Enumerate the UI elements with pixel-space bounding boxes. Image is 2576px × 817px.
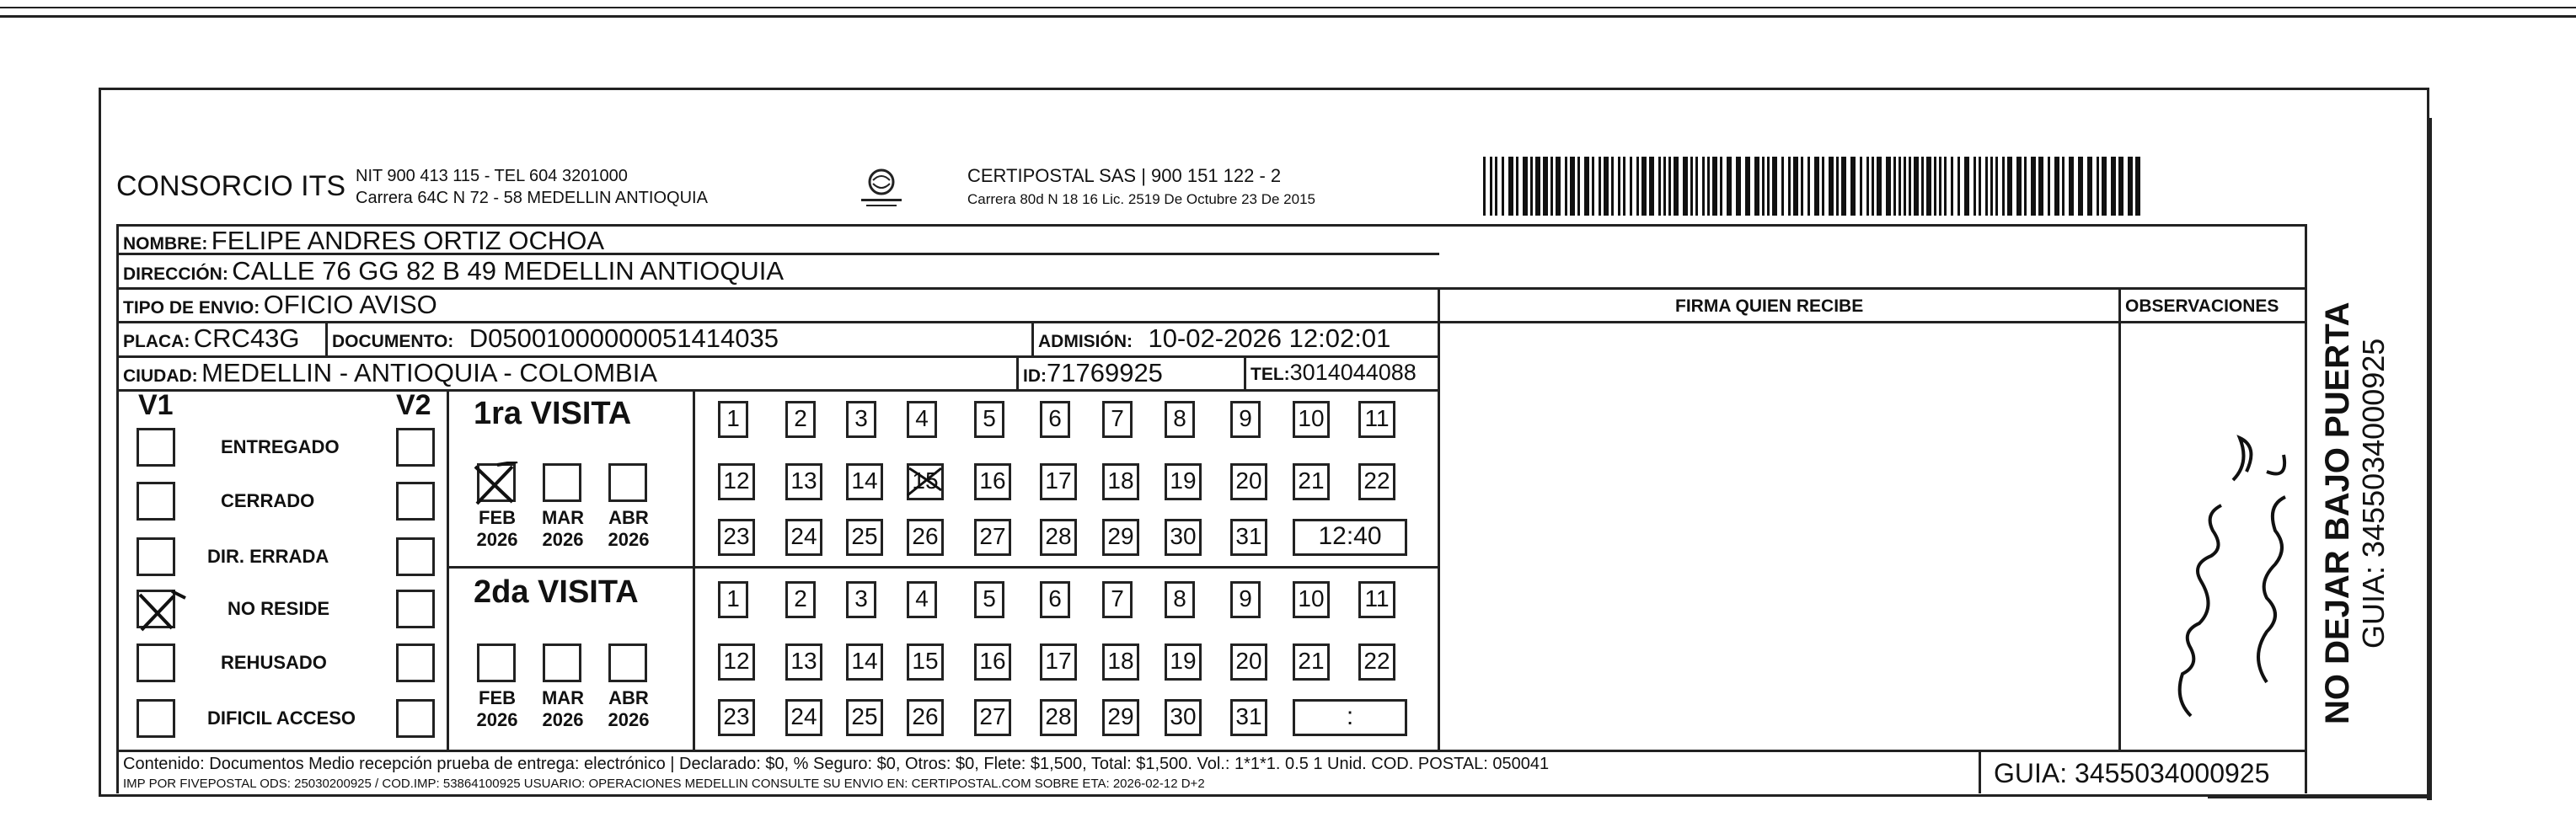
barcode-bar <box>2128 157 2133 216</box>
barcode-bar <box>1985 157 1988 216</box>
barcode-bar <box>1570 157 1575 216</box>
barcode-bar <box>1872 157 1874 216</box>
month-year: 2026 <box>476 709 518 730</box>
first-visit-day-box[interactable]: 9 <box>1230 401 1261 438</box>
second-visit-month-label <box>472 687 522 731</box>
col-divider <box>1438 287 1440 750</box>
first-visit-month-checkbox[interactable] <box>608 463 647 502</box>
first-visit-time-box[interactable]: 12:40 <box>1293 519 1407 556</box>
first-visit-day-box[interactable]: 5 <box>974 401 1004 438</box>
first-visit-month-checkbox[interactable] <box>543 463 581 502</box>
col-divider <box>116 224 119 793</box>
second-visit-day-box[interactable]: 22 <box>1358 643 1395 681</box>
second-visit-month-label <box>538 687 588 731</box>
first-visit-day-box[interactable]: 20 <box>1230 463 1267 500</box>
barcode-bar <box>1720 157 1722 216</box>
col-divider <box>693 389 695 750</box>
barcode-bar <box>2024 157 2027 216</box>
status-label: NO RESIDE <box>228 598 330 619</box>
barcode-bar <box>1793 157 1798 216</box>
second-visit-day-box[interactable]: 16 <box>974 643 1011 681</box>
second-visit-day-box[interactable]: 17 <box>1040 643 1077 681</box>
v1-checkbox[interactable] <box>137 643 175 682</box>
second-visit-day-box[interactable]: 11 <box>1358 581 1395 618</box>
barcode-bar <box>1944 157 1947 216</box>
row-divider <box>116 389 1439 392</box>
company-name: CONSORCIO ITS <box>116 170 346 202</box>
second-visit-month-label <box>603 687 654 731</box>
second-visit-day-box[interactable]: 13 <box>785 643 822 681</box>
second-visit-day-box[interactable]: 25 <box>846 699 883 736</box>
second-visit-day-box[interactable]: 14 <box>846 643 883 681</box>
barcode-bar <box>2048 157 2050 216</box>
status-label: DIR. ERRADA <box>207 546 329 567</box>
v2-label: V2 <box>396 389 431 421</box>
barcode-bar <box>1604 157 1609 216</box>
first-visit-day-box[interactable]: 28 <box>1040 519 1077 556</box>
barcode-bar <box>1530 157 1533 216</box>
barcode-bar <box>1899 157 1901 216</box>
barcode-bar <box>1550 157 1553 216</box>
barcode-bar <box>1495 157 1497 216</box>
documento-value: D05001000000051414035 <box>469 323 779 353</box>
barcode-bar <box>1727 157 1732 216</box>
id-value: 71769925 <box>1047 358 1163 387</box>
barcode-bar <box>1964 157 1969 216</box>
month-name: FEB <box>479 687 516 708</box>
first-visit-day-box[interactable]: 2 <box>785 401 816 438</box>
first-visit-title: 1ra VISITA <box>474 396 632 431</box>
second-visit-month-checkbox[interactable] <box>608 643 647 682</box>
first-visit-day-box[interactable]: 18 <box>1102 463 1139 500</box>
col-divider <box>1244 355 1246 389</box>
barcode-bar <box>1807 157 1810 216</box>
first-visit-day-box[interactable]: 7 <box>1102 401 1133 438</box>
col-divider <box>1979 750 1981 793</box>
first-visit-day-box[interactable]: 17 <box>1040 463 1077 500</box>
v2-checkbox[interactable] <box>396 537 435 576</box>
barcode-bar <box>1788 157 1791 216</box>
barcode-bar <box>1674 157 1679 216</box>
company-nit: NIT 900 413 115 - TEL 604 3201000 <box>356 167 628 185</box>
barcode-bar <box>1909 157 1911 216</box>
barcode-bar <box>1974 157 1976 216</box>
barcode-bar <box>1767 157 1770 216</box>
barcode-bar <box>1523 157 1528 216</box>
direccion-value: CALLE 76 GG 82 B 49 MEDELLIN ANTIOQUIA <box>232 256 785 286</box>
scan-line <box>0 7 2576 8</box>
placa-value: CRC43G <box>193 323 300 353</box>
signature-observaciones <box>2140 413 2309 733</box>
nombre-value: FELIPE ANDRES ORTIZ OCHOA <box>211 226 605 255</box>
v2-checkbox[interactable] <box>396 699 435 738</box>
barcode-bar <box>1508 157 1513 216</box>
month-year: 2026 <box>608 709 650 730</box>
admision-value: 10-02-2026 12:02:01 <box>1148 323 1391 353</box>
second-visit-day-box[interactable]: 1 <box>718 581 748 618</box>
first-visit-day-box[interactable]: 16 <box>974 463 1011 500</box>
first-visit-day-box[interactable]: 1 <box>718 401 748 438</box>
second-visit-time-box[interactable]: : <box>1293 699 1407 736</box>
first-visit-month-label <box>538 507 588 551</box>
firma-header: FIRMA QUIEN RECIBE <box>1675 296 1864 316</box>
second-visit-day-box[interactable]: 4 <box>907 581 937 618</box>
barcode-bar <box>2111 157 2116 216</box>
second-visit-day-box[interactable]: 10 <box>1293 581 1330 618</box>
first-visit-day-box[interactable]: 24 <box>785 519 822 556</box>
v1-label: V1 <box>138 389 174 421</box>
second-visit-day-box[interactable]: 7 <box>1102 581 1133 618</box>
barcode-bar <box>1754 157 1759 216</box>
side-title: NO DEJAR BAJO PUERTA <box>2319 302 2356 724</box>
barcode-bar <box>1822 157 1824 216</box>
first-visit-day-box[interactable]: 27 <box>974 519 1011 556</box>
first-visit-day-box[interactable]: 26 <box>907 519 944 556</box>
month-name: ABR <box>608 507 649 528</box>
barcode-bar <box>2087 157 2092 216</box>
month-name: ABR <box>608 687 649 708</box>
barcode-bar <box>1584 157 1589 216</box>
first-visit-day-box[interactable]: 19 <box>1165 463 1202 500</box>
barcode-bar <box>1939 157 1941 216</box>
admision-label: ADMISIÓN: <box>1038 332 1133 351</box>
first-visit-day-box[interactable]: 12 <box>718 463 755 500</box>
placa-label: PLACA: <box>123 332 190 351</box>
barcode-bar <box>2118 157 2123 216</box>
barcode-bar <box>1926 157 1931 216</box>
month-year: 2026 <box>542 529 584 550</box>
first-visit-day-box[interactable]: 23 <box>718 519 755 556</box>
barcode-bar <box>1914 157 1919 216</box>
barcode-bar <box>1695 157 1698 216</box>
observaciones-header: OBSERVACIONES <box>2125 296 2279 316</box>
col-divider <box>447 389 449 750</box>
first-visit-day-box[interactable]: 25 <box>846 519 883 556</box>
barcode-bar <box>1683 157 1688 216</box>
second-visit-day-box[interactable]: 21 <box>1293 643 1330 681</box>
barcode-bar <box>1623 157 1625 216</box>
barcode-bar <box>1611 157 1614 216</box>
second-visit-day-box[interactable]: 23 <box>718 699 755 736</box>
first-visit-day-box[interactable]: 22 <box>1358 463 1395 500</box>
first-visit-day-box[interactable]: 10 <box>1293 401 1330 438</box>
first-visit-day-box[interactable]: 30 <box>1165 519 1202 556</box>
tipo-value: OFICIO AVISO <box>263 290 437 319</box>
first-visit-month-label <box>603 507 654 551</box>
barcode-bar <box>1934 157 1936 216</box>
barcode-bar <box>1801 157 1803 216</box>
documento-label: DOCUMENTO: <box>332 332 454 351</box>
check-mark-no-reside <box>135 590 189 637</box>
barcode-bar <box>1577 157 1580 216</box>
barcode-bar <box>1707 157 1710 216</box>
barcode-bar <box>1641 157 1647 216</box>
visit-divider <box>447 566 1439 569</box>
second-visit-day-box[interactable]: 20 <box>1230 643 1267 681</box>
barcode-bar <box>1658 157 1661 216</box>
first-visit-day-box[interactable]: 15 <box>907 463 944 500</box>
barcode-bar <box>2097 157 2099 216</box>
barcode-bar <box>1836 157 1839 216</box>
barcode-bar <box>2007 157 2012 216</box>
barcode <box>1483 157 2149 216</box>
second-visit-day-box[interactable]: 27 <box>974 699 1011 736</box>
month-name: MAR <box>541 687 585 708</box>
check-mark-feb <box>472 462 522 509</box>
barcode-bar <box>1630 157 1632 216</box>
second-visit-title: 2da VISITA <box>474 574 639 610</box>
v1-checkbox[interactable] <box>137 699 175 738</box>
second-visit-month-checkbox[interactable] <box>477 643 516 682</box>
v1-checkbox[interactable] <box>137 428 175 467</box>
barcode-bar <box>1841 157 1846 216</box>
barcode-bar <box>1829 157 1834 216</box>
first-visit-day-box[interactable]: 8 <box>1165 401 1195 438</box>
v1-checkbox[interactable] <box>137 537 175 576</box>
second-visit-day-box[interactable]: 31 <box>1230 699 1267 736</box>
first-visit-day-box[interactable]: 6 <box>1040 401 1070 438</box>
barcode-bar <box>1649 157 1654 216</box>
second-visit-day-box[interactable]: 28 <box>1040 699 1077 736</box>
v2-checkbox[interactable] <box>396 482 435 521</box>
barcode-bar <box>2102 157 2107 216</box>
first-visit-day-box[interactable]: 14 <box>846 463 883 500</box>
first-visit-day-box[interactable]: 29 <box>1102 519 1139 556</box>
nombre-label: NOMBRE: <box>123 234 208 254</box>
ciudad-label: CIUDAD: <box>123 366 198 386</box>
first-visit-day-box[interactable]: 4 <box>907 401 937 438</box>
second-visit-day-box[interactable]: 5 <box>974 581 1004 618</box>
barcode-bar <box>2054 157 2059 216</box>
second-visit-day-box[interactable]: 8 <box>1165 581 1195 618</box>
v2-checkbox[interactable] <box>396 643 435 682</box>
status-label: DIFICIL ACCESO <box>207 708 356 729</box>
first-visit-day-box[interactable]: 11 <box>1358 401 1395 438</box>
v2-checkbox[interactable] <box>396 428 435 467</box>
barcode-bar <box>1663 157 1666 216</box>
barcode-bar <box>1781 157 1784 216</box>
tipo-label: TIPO DE ENVIO: <box>123 298 260 318</box>
barcode-bar <box>1990 157 1993 216</box>
day-crossout <box>906 465 945 499</box>
barcode-bar <box>1490 157 1492 216</box>
barcode-bar <box>1893 157 1896 216</box>
barcode-bar <box>1543 157 1548 216</box>
barcode-bar <box>1592 157 1594 216</box>
certipostal-logo-icon <box>858 168 905 211</box>
second-visit-day-box[interactable]: 3 <box>846 581 876 618</box>
v2-checkbox[interactable] <box>396 590 435 628</box>
month-name: FEB <box>479 507 516 528</box>
first-visit-day-box[interactable]: 13 <box>785 463 822 500</box>
second-visit-day-box[interactable]: 9 <box>1230 581 1261 618</box>
footer-guia: GUIA: 3455034000925 <box>1994 758 2270 788</box>
barcode-bar <box>1636 157 1639 216</box>
month-name: MAR <box>541 507 585 528</box>
first-visit-month-label <box>472 507 522 551</box>
status-label: ENTREGADO <box>221 436 340 457</box>
barcode-bar <box>1979 157 1981 216</box>
barcode-bar <box>2135 157 2140 216</box>
barcode-bar <box>1921 157 1924 216</box>
barcode-bar <box>2031 157 2036 216</box>
company-address: Carrera 64C N 72 - 58 MEDELLIN ANTIOQUIA <box>356 189 708 207</box>
barcode-bar <box>1866 157 1869 216</box>
barcode-bar <box>1618 157 1620 216</box>
month-year: 2026 <box>542 709 584 730</box>
col-divider <box>1016 355 1019 389</box>
barcode-bar <box>1850 157 1856 216</box>
barcode-bar <box>1483 157 1486 216</box>
barcode-bar <box>1516 157 1518 216</box>
barcode-bar <box>1957 157 1960 216</box>
barcode-bar <box>1951 157 1953 216</box>
status-label: REHUSADO <box>221 652 327 673</box>
barcode-bar <box>1599 157 1601 216</box>
barcode-bar <box>1904 157 1906 216</box>
second-visit-day-box[interactable]: 26 <box>907 699 944 736</box>
month-year: 2026 <box>608 529 650 550</box>
barcode-bar <box>1772 157 1777 216</box>
second-visit-day-box[interactable]: 15 <box>907 643 944 681</box>
month-year: 2026 <box>476 529 518 550</box>
barcode-bar <box>1712 157 1717 216</box>
barcode-bar <box>2038 157 2043 216</box>
footer-content: Contenido: Documentos Medio recepción prueba de entrega: electrónico | Declarado: $0, % Seguro: $0, Otros: $0, Flete: $1,500, Total: $1,500. Vol.: 1*1*1. 0.5 1 Unid. COD. POSTAL: 050041 <box>123 755 1550 773</box>
barcode-bar <box>1877 157 1882 216</box>
barcode-bar <box>1690 157 1693 216</box>
second-visit-day-box[interactable]: 24 <box>785 699 822 736</box>
second-visit-day-box[interactable]: 18 <box>1102 643 1139 681</box>
tel-value: 3014044088 <box>1289 360 1417 385</box>
barcode-bar <box>1565 157 1567 216</box>
second-visit-day-box[interactable]: 29 <box>1102 699 1139 736</box>
scan-line <box>0 15 2576 18</box>
footer-meta: IMP POR FIVEPOSTAL ODS: 25030200925 / COD.IMP: 53864100925 USUARIO: OPERACIONES MEDELLIN CONSULTE SU ENVIO EN: CERTIPOSTAL.COM SOBRE ETA: 2026-02-12 D+2 <box>123 777 1205 791</box>
barcode-bar <box>1702 157 1705 216</box>
barcode-bar <box>2016 157 2022 216</box>
direccion-label: DIRECCIÓN: <box>123 264 228 284</box>
second-visit-day-box[interactable]: 6 <box>1040 581 1070 618</box>
barcode-bar <box>1814 157 1819 216</box>
id-label: ID: <box>1023 366 1047 386</box>
ciudad-value: MEDELLIN - ANTIOQUIA - COLOMBIA <box>201 358 657 387</box>
first-visit-day-box[interactable]: 31 <box>1230 519 1267 556</box>
v1-checkbox[interactable] <box>137 482 175 521</box>
row-divider <box>116 287 2307 290</box>
col-divider <box>2118 287 2121 750</box>
second-visit-day-box[interactable]: 2 <box>785 581 816 618</box>
second-visit-day-box[interactable]: 30 <box>1165 699 1202 736</box>
second-visit-day-box[interactable]: 12 <box>718 643 755 681</box>
barcode-bar <box>2002 157 2005 216</box>
side-guia: GUIA: 3455034000925 <box>2356 338 2391 649</box>
barcode-bar <box>1535 157 1540 216</box>
barcode-bar <box>1860 157 1862 216</box>
first-visit-day-box[interactable]: 21 <box>1293 463 1330 500</box>
second-visit-month-checkbox[interactable] <box>543 643 581 682</box>
certipostal-logo <box>858 168 905 215</box>
carrier-name: CERTIPOSTAL SAS | 900 151 122 - 2 <box>967 165 1282 186</box>
second-visit-day-box[interactable]: 19 <box>1165 643 1202 681</box>
barcode-bar <box>2062 157 2065 216</box>
barcode-bar <box>1736 157 1741 216</box>
barcode-bar <box>1762 157 1765 216</box>
barcode-bar <box>1745 157 1750 216</box>
barcode-bar <box>1886 157 1891 216</box>
barcode-bar <box>2078 157 2083 216</box>
col-divider <box>1031 321 1034 355</box>
barcode-bar <box>1995 157 1998 216</box>
barcode-bar <box>1668 157 1671 216</box>
barcode-bar <box>2069 157 2074 216</box>
barcode-bar <box>1502 157 1504 216</box>
col-divider <box>325 321 328 355</box>
status-label: CERRADO <box>221 490 315 511</box>
carrier-address: Carrera 80d N 18 16 Lic. 2519 De Octubre 23 De 2015 <box>967 191 1315 207</box>
barcode-bar <box>1556 157 1561 216</box>
tel-label: TEL: <box>1251 365 1290 384</box>
first-visit-day-box[interactable]: 3 <box>846 401 876 438</box>
